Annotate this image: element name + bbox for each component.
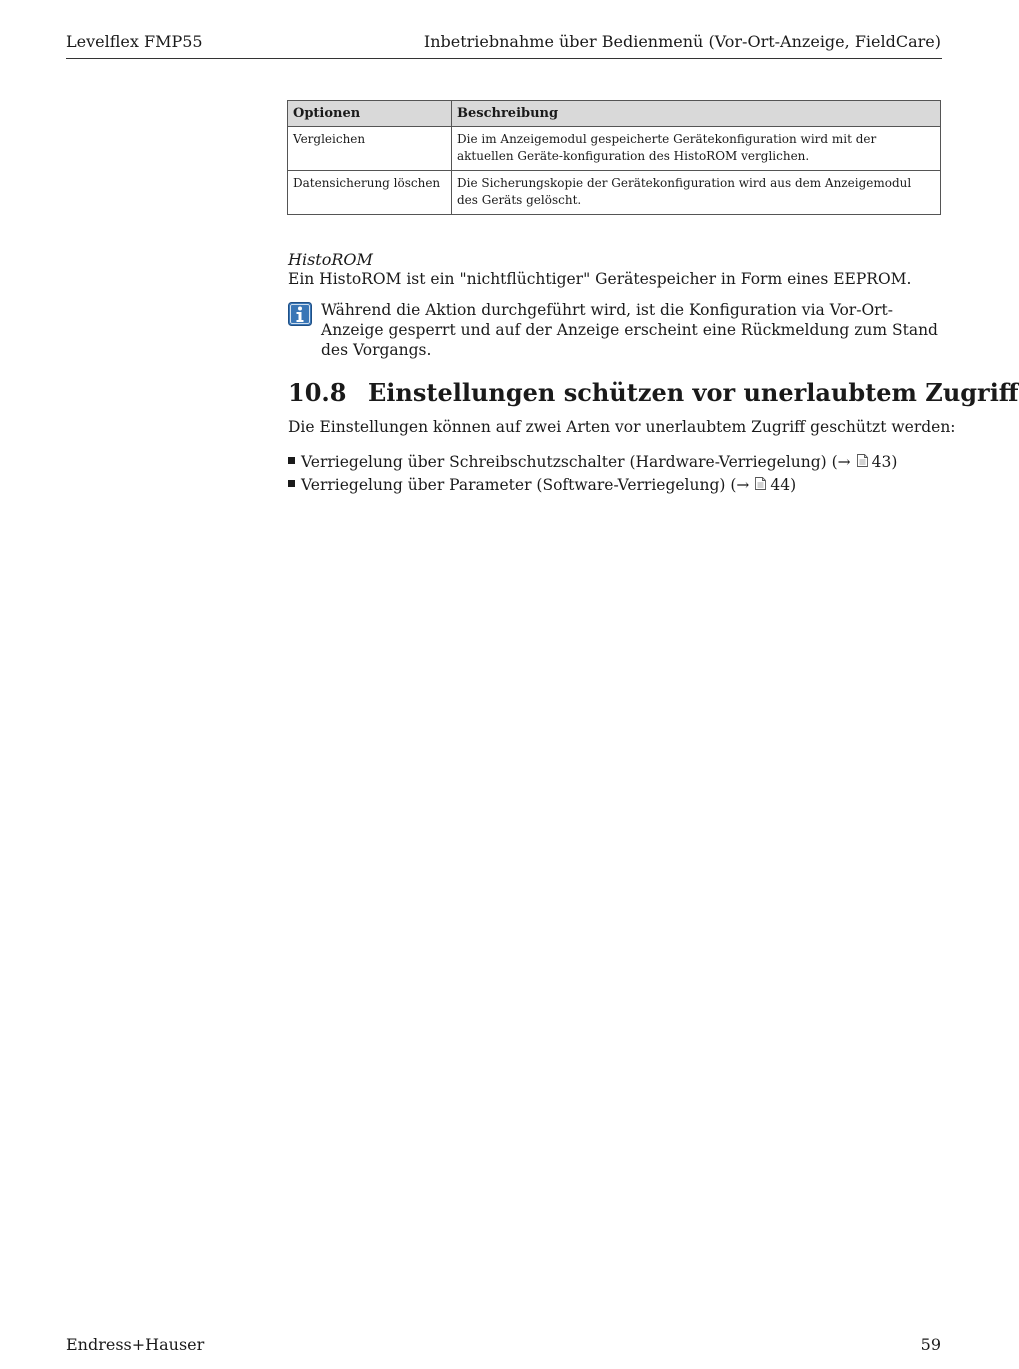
info-note-text: Während die Aktion durchgeführt wird, ist die Konfiguration via Vor-Ort-Anzeige gesperrt und auf der Anzeige erscheint eine Rückmeldung zum Stand des Vorgangs. bbox=[321, 301, 938, 359]
info-icon bbox=[288, 302, 312, 326]
page-reference-icon bbox=[857, 453, 868, 471]
bullet-text: Verriegelung über Parameter (Software-Verriegelung) (→ bbox=[301, 475, 750, 494]
option-cell: Vergleichen bbox=[288, 127, 452, 171]
bullet-square-icon bbox=[288, 457, 295, 464]
histo-title: HistoROM bbox=[288, 250, 373, 269]
bullet-list bbox=[288, 450, 897, 496]
page-reference-icon bbox=[755, 476, 766, 494]
options-table bbox=[287, 100, 941, 215]
header-product: Levelflex FMP55 bbox=[66, 32, 203, 51]
section-intro: Die Einstellungen können auf zwei Arten vor unerlaubtem Zugriff geschützt werden: bbox=[288, 418, 956, 436]
section-number: 10.8 bbox=[288, 378, 347, 407]
footer-page-number: 59 bbox=[920, 1335, 941, 1354]
list-item bbox=[288, 473, 897, 496]
page-reference-link[interactable]: 44) bbox=[770, 475, 797, 494]
table-row bbox=[288, 171, 941, 215]
bullet-square-icon bbox=[288, 480, 295, 487]
table-row bbox=[288, 127, 941, 171]
description-cell: Die im Anzeigemodul gespeicherte Gerätekonfiguration wird mit der aktuellen Geräte-konfiguration des HistoROM verglichen. bbox=[452, 127, 941, 171]
page-reference-link[interactable]: 43) bbox=[871, 452, 898, 471]
list-item bbox=[288, 450, 897, 473]
options-table-container bbox=[287, 100, 941, 215]
section-title: Einstellungen schützen vor unerlaubtem Zugriff bbox=[368, 378, 1019, 407]
description-cell: Die Sicherungskopie der Gerätekonfiguration wird aus dem Anzeigemodul des Geräts gelöscht. bbox=[452, 171, 941, 215]
table-header-row bbox=[288, 101, 941, 127]
header-chapter: Inbetriebnahme über Bedienmenü (Vor-Ort-Anzeige, FieldCare) bbox=[423, 32, 941, 51]
bullet-text: Verriegelung über Schreibschutzschalter (Hardware-Verriegelung) (→ bbox=[301, 452, 851, 471]
histo-description: Ein HistoROM ist ein "nichtflüchtiger" Gerätespeicher in Form eines EEPROM. bbox=[288, 270, 912, 288]
header-divider bbox=[66, 58, 942, 59]
footer-company: Endress+Hauser bbox=[66, 1335, 205, 1354]
column-header-options: Optionen bbox=[288, 101, 452, 127]
option-cell: Datensicherung löschen bbox=[288, 171, 452, 215]
column-header-description: Beschreibung bbox=[452, 101, 941, 127]
